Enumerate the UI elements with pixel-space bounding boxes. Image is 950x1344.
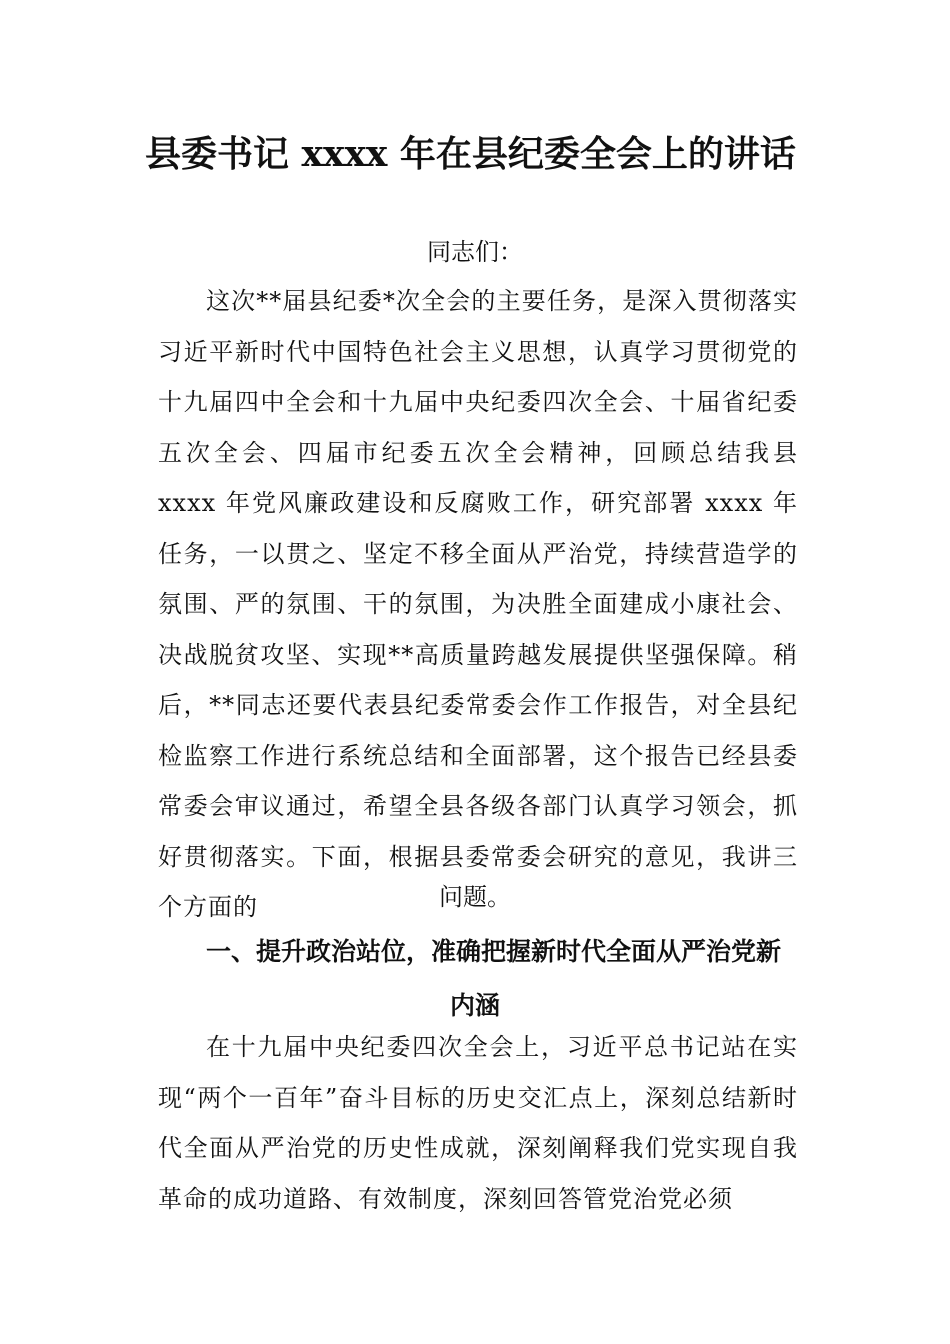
salutation: 同志们：	[427, 238, 523, 266]
paragraph-intro: 这次**届县纪委*次全会的主要任务，是深入贯彻落实习近平新时代中国特色社会主义思想，认真学习贯彻党的十九届四中全会和十九届中央纪委四次全会、十届省纪委五次全会、四届市纪委五次全会精神，回顾总结我县 xxxx 年党风廉政建设和反腐败工作，研究部署 xxxx 年任务，一以贯之、坚定不移全面从严治党，持续营造学的氛围、严的氛围、干的氛围，为决胜全面建成小康社会、决战脱贫攻坚、实现**高质量跨越发展提供坚强保障。稍后，**同志还要代表县纪委常委会作工作报告，对全县纪检监察工作进行系统总结和全面部署，这个报告已经县委常委会审议通过，希望全县各级各部门认真学习领会，抓好贯彻落实。下面，根据县委常委会研究的意见，我讲三个方面的	[158, 287, 798, 921]
section-heading-1-ending: 内涵	[449, 991, 500, 1020]
document-title: 县委书记 xxxx 年在县纪委全会上的讲话	[145, 133, 796, 175]
paragraph-intro-ending: 问题。	[439, 883, 511, 911]
paragraph-section-1: 在十九届中央纪委四次全会上，习近平总书记站在实现“两个一百年”奋斗目标的历史交汇点上，深刻总结新时代全面从严治党的历史性成就，深刻阐释我们党实现自我革命的成功道路、有效制度，深刻回答管党治党必须	[158, 1033, 798, 1213]
section-heading-1: 一、提升政治站位，准确把握新时代全面从严治党新	[206, 937, 782, 966]
